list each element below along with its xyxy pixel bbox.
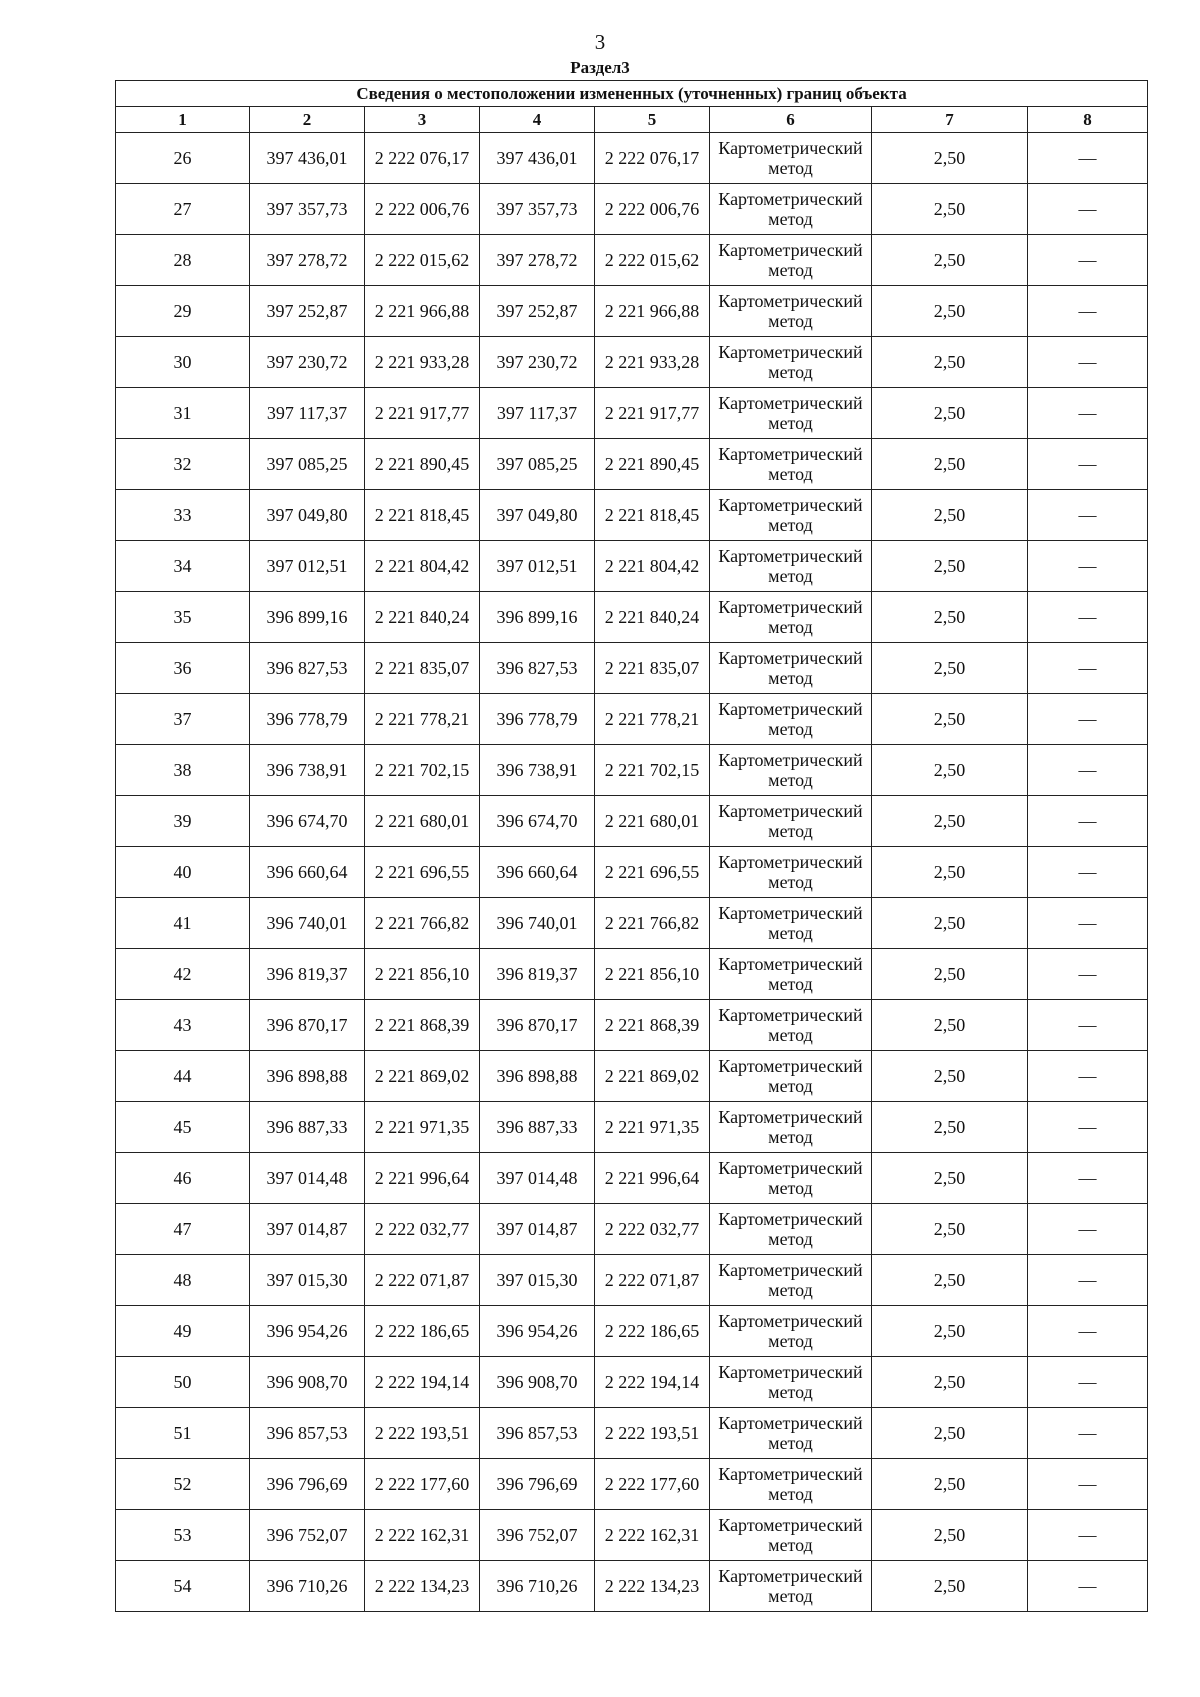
x-coordinate-new: 396 796,69 (480, 1459, 595, 1510)
x-coordinate-new: 396 870,17 (480, 1000, 595, 1051)
determination-method: Картометрический метод (710, 694, 872, 745)
accuracy-value: 2,50 (872, 1153, 1028, 1204)
determination-method: Картометрический метод (710, 1102, 872, 1153)
table-row (116, 1255, 1148, 1306)
point-number: 30 (116, 337, 250, 388)
accuracy-value: 2,50 (872, 694, 1028, 745)
determination-method: Картометрический метод (710, 1561, 872, 1612)
x-coordinate-old: 396 796,69 (250, 1459, 365, 1510)
x-coordinate-old: 397 049,80 (250, 490, 365, 541)
point-description: — (1028, 745, 1148, 796)
point-description: — (1028, 388, 1148, 439)
y-coordinate-new: 2 222 015,62 (595, 235, 710, 286)
table-row (116, 1204, 1148, 1255)
determination-method: Картометрический метод (710, 1255, 872, 1306)
table-row (116, 1561, 1148, 1612)
table-row (116, 847, 1148, 898)
accuracy-value: 2,50 (872, 796, 1028, 847)
determination-method: Картометрический метод (710, 235, 872, 286)
determination-method: Картометрический метод (710, 184, 872, 235)
page-number: 3 (594, 30, 606, 54)
point-number: 49 (116, 1306, 250, 1357)
accuracy-value: 2,50 (872, 592, 1028, 643)
determination-method: Картометрический метод (710, 490, 872, 541)
y-coordinate-new: 2 221 818,45 (595, 490, 710, 541)
column-header-5: 5 (595, 107, 710, 133)
table-body (116, 133, 1148, 1612)
accuracy-value: 2,50 (872, 133, 1028, 184)
x-coordinate-old: 397 085,25 (250, 439, 365, 490)
accuracy-value: 2,50 (872, 1561, 1028, 1612)
point-number: 32 (116, 439, 250, 490)
x-coordinate-old: 396 827,53 (250, 643, 365, 694)
determination-method: Картометрический метод (710, 388, 872, 439)
accuracy-value: 2,50 (872, 1051, 1028, 1102)
x-coordinate-new: 396 857,53 (480, 1408, 595, 1459)
point-description: — (1028, 949, 1148, 1000)
point-description: — (1028, 1357, 1148, 1408)
x-coordinate-old: 397 015,30 (250, 1255, 365, 1306)
table-caption: Сведения о местоположении измененных (уточненных) границ объекта (116, 81, 1148, 107)
x-coordinate-old: 397 014,48 (250, 1153, 365, 1204)
table-row (116, 1459, 1148, 1510)
determination-method: Картометрический метод (710, 1306, 872, 1357)
table-row (116, 1408, 1148, 1459)
accuracy-value: 2,50 (872, 1000, 1028, 1051)
accuracy-value: 2,50 (872, 439, 1028, 490)
table-row (116, 490, 1148, 541)
x-coordinate-old: 396 898,88 (250, 1051, 365, 1102)
x-coordinate-new: 397 049,80 (480, 490, 595, 541)
table-row (116, 1357, 1148, 1408)
x-coordinate-old: 396 674,70 (250, 796, 365, 847)
determination-method: Картометрический метод (710, 286, 872, 337)
point-description: — (1028, 1204, 1148, 1255)
y-coordinate-old: 2 221 818,45 (365, 490, 480, 541)
determination-method: Картометрический метод (710, 745, 872, 796)
y-coordinate-old: 2 221 778,21 (365, 694, 480, 745)
table-row (116, 796, 1148, 847)
y-coordinate-old: 2 222 071,87 (365, 1255, 480, 1306)
point-description: — (1028, 337, 1148, 388)
point-description: — (1028, 286, 1148, 337)
point-number: 35 (116, 592, 250, 643)
point-description: — (1028, 796, 1148, 847)
y-coordinate-old: 2 222 186,65 (365, 1306, 480, 1357)
table-row (116, 592, 1148, 643)
determination-method: Картометрический метод (710, 898, 872, 949)
x-coordinate-old: 397 012,51 (250, 541, 365, 592)
x-coordinate-new: 396 898,88 (480, 1051, 595, 1102)
determination-method: Картометрический метод (710, 949, 872, 1000)
point-description: — (1028, 1153, 1148, 1204)
y-coordinate-old: 2 221 766,82 (365, 898, 480, 949)
x-coordinate-new: 396 710,26 (480, 1561, 595, 1612)
accuracy-value: 2,50 (872, 949, 1028, 1000)
table-row (116, 1306, 1148, 1357)
y-coordinate-new: 2 221 835,07 (595, 643, 710, 694)
accuracy-value: 2,50 (872, 1102, 1028, 1153)
point-number: 42 (116, 949, 250, 1000)
point-number: 33 (116, 490, 250, 541)
y-coordinate-old: 2 222 193,51 (365, 1408, 480, 1459)
x-coordinate-old: 397 252,87 (250, 286, 365, 337)
determination-method: Картометрический метод (710, 439, 872, 490)
table-row (116, 1000, 1148, 1051)
table-row (116, 235, 1148, 286)
x-coordinate-old: 396 870,17 (250, 1000, 365, 1051)
point-description: — (1028, 1408, 1148, 1459)
x-coordinate-new: 397 014,87 (480, 1204, 595, 1255)
x-coordinate-new: 396 778,79 (480, 694, 595, 745)
y-coordinate-new: 2 221 917,77 (595, 388, 710, 439)
determination-method: Картометрический метод (710, 1000, 872, 1051)
x-coordinate-new: 397 436,01 (480, 133, 595, 184)
point-number: 53 (116, 1510, 250, 1561)
table-row (116, 388, 1148, 439)
point-number: 44 (116, 1051, 250, 1102)
point-description: — (1028, 1051, 1148, 1102)
y-coordinate-new: 2 221 696,55 (595, 847, 710, 898)
x-coordinate-new: 397 014,48 (480, 1153, 595, 1204)
point-number: 52 (116, 1459, 250, 1510)
y-coordinate-old: 2 221 890,45 (365, 439, 480, 490)
accuracy-value: 2,50 (872, 184, 1028, 235)
accuracy-value: 2,50 (872, 1255, 1028, 1306)
determination-method: Картометрический метод (710, 1357, 872, 1408)
point-description: — (1028, 1102, 1148, 1153)
determination-method: Картометрический метод (710, 1153, 872, 1204)
y-coordinate-old: 2 221 835,07 (365, 643, 480, 694)
y-coordinate-new: 2 222 134,23 (595, 1561, 710, 1612)
point-number: 34 (116, 541, 250, 592)
column-header-7: 7 (872, 107, 1028, 133)
x-coordinate-new: 396 954,26 (480, 1306, 595, 1357)
determination-method: Картометрический метод (710, 133, 872, 184)
point-number: 46 (116, 1153, 250, 1204)
table-row (116, 694, 1148, 745)
column-header-8: 8 (1028, 107, 1148, 133)
column-header-3: 3 (365, 107, 480, 133)
y-coordinate-new: 2 222 193,51 (595, 1408, 710, 1459)
table-row (116, 541, 1148, 592)
x-coordinate-new: 396 752,07 (480, 1510, 595, 1561)
accuracy-value: 2,50 (872, 337, 1028, 388)
y-coordinate-old: 2 221 933,28 (365, 337, 480, 388)
y-coordinate-new: 2 221 766,82 (595, 898, 710, 949)
y-coordinate-new: 2 221 996,64 (595, 1153, 710, 1204)
point-description: — (1028, 592, 1148, 643)
y-coordinate-new: 2 222 162,31 (595, 1510, 710, 1561)
x-coordinate-new: 396 660,64 (480, 847, 595, 898)
x-coordinate-new: 396 740,01 (480, 898, 595, 949)
table-row (116, 1510, 1148, 1561)
determination-method: Картометрический метод (710, 592, 872, 643)
determination-method: Картометрический метод (710, 541, 872, 592)
point-number: 37 (116, 694, 250, 745)
table-row (116, 337, 1148, 388)
accuracy-value: 2,50 (872, 643, 1028, 694)
x-coordinate-new: 397 012,51 (480, 541, 595, 592)
x-coordinate-new: 396 899,16 (480, 592, 595, 643)
x-coordinate-old: 397 357,73 (250, 184, 365, 235)
x-coordinate-old: 397 278,72 (250, 235, 365, 286)
table-row (116, 898, 1148, 949)
x-coordinate-old: 396 710,26 (250, 1561, 365, 1612)
y-coordinate-old: 2 221 856,10 (365, 949, 480, 1000)
point-number: 48 (116, 1255, 250, 1306)
x-coordinate-old: 397 436,01 (250, 133, 365, 184)
y-coordinate-new: 2 221 890,45 (595, 439, 710, 490)
point-description: — (1028, 184, 1148, 235)
y-coordinate-new: 2 221 840,24 (595, 592, 710, 643)
determination-method: Картометрический метод (710, 337, 872, 388)
determination-method: Картометрический метод (710, 1408, 872, 1459)
y-coordinate-new: 2 221 778,21 (595, 694, 710, 745)
y-coordinate-old: 2 221 868,39 (365, 1000, 480, 1051)
point-number: 43 (116, 1000, 250, 1051)
x-coordinate-old: 396 857,53 (250, 1408, 365, 1459)
point-description: — (1028, 847, 1148, 898)
determination-method: Картометрический метод (710, 1204, 872, 1255)
column-header-6: 6 (710, 107, 872, 133)
y-coordinate-old: 2 222 006,76 (365, 184, 480, 235)
point-description: — (1028, 541, 1148, 592)
determination-method: Картометрический метод (710, 1459, 872, 1510)
y-coordinate-new: 2 221 868,39 (595, 1000, 710, 1051)
column-header-4: 4 (480, 107, 595, 133)
y-coordinate-new: 2 222 071,87 (595, 1255, 710, 1306)
point-description: — (1028, 1459, 1148, 1510)
point-number: 39 (116, 796, 250, 847)
point-number: 41 (116, 898, 250, 949)
y-coordinate-new: 2 221 966,88 (595, 286, 710, 337)
accuracy-value: 2,50 (872, 1306, 1028, 1357)
column-header-1: 1 (116, 107, 250, 133)
point-description: — (1028, 898, 1148, 949)
determination-method: Картометрический метод (710, 643, 872, 694)
point-number: 28 (116, 235, 250, 286)
x-coordinate-new: 397 085,25 (480, 439, 595, 490)
table-row (116, 286, 1148, 337)
x-coordinate-new: 396 827,53 (480, 643, 595, 694)
x-coordinate-old: 396 899,16 (250, 592, 365, 643)
accuracy-value: 2,50 (872, 1459, 1028, 1510)
y-coordinate-old: 2 222 194,14 (365, 1357, 480, 1408)
point-number: 31 (116, 388, 250, 439)
y-coordinate-old: 2 222 162,31 (365, 1510, 480, 1561)
point-number: 36 (116, 643, 250, 694)
y-coordinate-old: 2 221 696,55 (365, 847, 480, 898)
accuracy-value: 2,50 (872, 1357, 1028, 1408)
point-number: 40 (116, 847, 250, 898)
accuracy-value: 2,50 (872, 541, 1028, 592)
determination-method: Картометрический метод (710, 796, 872, 847)
accuracy-value: 2,50 (872, 490, 1028, 541)
table-row (116, 439, 1148, 490)
boundary-coordinates-table (115, 80, 1148, 1612)
point-number: 54 (116, 1561, 250, 1612)
point-description: — (1028, 1000, 1148, 1051)
x-coordinate-old: 397 117,37 (250, 388, 365, 439)
accuracy-value: 2,50 (872, 898, 1028, 949)
table-row (116, 1102, 1148, 1153)
y-coordinate-old: 2 221 966,88 (365, 286, 480, 337)
point-number: 51 (116, 1408, 250, 1459)
x-coordinate-new: 397 252,87 (480, 286, 595, 337)
point-number: 47 (116, 1204, 250, 1255)
y-coordinate-new: 2 221 702,15 (595, 745, 710, 796)
column-header-2: 2 (250, 107, 365, 133)
table-row (116, 745, 1148, 796)
x-coordinate-old: 396 778,79 (250, 694, 365, 745)
y-coordinate-new: 2 222 177,60 (595, 1459, 710, 1510)
y-coordinate-new: 2 221 856,10 (595, 949, 710, 1000)
accuracy-value: 2,50 (872, 1408, 1028, 1459)
accuracy-value: 2,50 (872, 235, 1028, 286)
y-coordinate-new: 2 222 006,76 (595, 184, 710, 235)
y-coordinate-old: 2 222 177,60 (365, 1459, 480, 1510)
determination-method: Картометрический метод (710, 847, 872, 898)
determination-method: Картометрический метод (710, 1510, 872, 1561)
x-coordinate-old: 396 740,01 (250, 898, 365, 949)
x-coordinate-new: 396 887,33 (480, 1102, 595, 1153)
accuracy-value: 2,50 (872, 1204, 1028, 1255)
table-header-row (116, 107, 1148, 133)
x-coordinate-old: 396 954,26 (250, 1306, 365, 1357)
table-row (116, 1051, 1148, 1102)
y-coordinate-new: 2 221 933,28 (595, 337, 710, 388)
y-coordinate-old: 2 221 971,35 (365, 1102, 480, 1153)
y-coordinate-old: 2 222 134,23 (365, 1561, 480, 1612)
point-description: — (1028, 1306, 1148, 1357)
accuracy-value: 2,50 (872, 1510, 1028, 1561)
point-description: — (1028, 490, 1148, 541)
table-row (116, 949, 1148, 1000)
accuracy-value: 2,50 (872, 745, 1028, 796)
point-description: — (1028, 694, 1148, 745)
y-coordinate-new: 2 222 032,77 (595, 1204, 710, 1255)
x-coordinate-new: 397 357,73 (480, 184, 595, 235)
y-coordinate-new: 2 222 194,14 (595, 1357, 710, 1408)
y-coordinate-old: 2 221 702,15 (365, 745, 480, 796)
point-description: — (1028, 133, 1148, 184)
y-coordinate-old: 2 221 804,42 (365, 541, 480, 592)
y-coordinate-old: 2 222 032,77 (365, 1204, 480, 1255)
point-description: — (1028, 1255, 1148, 1306)
point-number: 38 (116, 745, 250, 796)
x-coordinate-new: 397 230,72 (480, 337, 595, 388)
x-coordinate-new: 397 015,30 (480, 1255, 595, 1306)
y-coordinate-old: 2 221 869,02 (365, 1051, 480, 1102)
table-row (116, 133, 1148, 184)
point-number: 27 (116, 184, 250, 235)
x-coordinate-old: 397 014,87 (250, 1204, 365, 1255)
section-title: Раздел3 (570, 58, 630, 77)
point-description: — (1028, 643, 1148, 694)
x-coordinate-old: 396 819,37 (250, 949, 365, 1000)
point-number: 29 (116, 286, 250, 337)
x-coordinate-new: 397 117,37 (480, 388, 595, 439)
point-description: — (1028, 235, 1148, 286)
x-coordinate-old: 396 738,91 (250, 745, 365, 796)
x-coordinate-old: 396 752,07 (250, 1510, 365, 1561)
x-coordinate-new: 396 819,37 (480, 949, 595, 1000)
table-row (116, 1153, 1148, 1204)
accuracy-value: 2,50 (872, 847, 1028, 898)
x-coordinate-old: 396 908,70 (250, 1357, 365, 1408)
y-coordinate-old: 2 221 840,24 (365, 592, 480, 643)
y-coordinate-old: 2 221 917,77 (365, 388, 480, 439)
table-row (116, 184, 1148, 235)
y-coordinate-old: 2 222 076,17 (365, 133, 480, 184)
y-coordinate-old: 2 221 680,01 (365, 796, 480, 847)
x-coordinate-new: 396 738,91 (480, 745, 595, 796)
x-coordinate-old: 396 887,33 (250, 1102, 365, 1153)
determination-method: Картометрический метод (710, 1051, 872, 1102)
x-coordinate-new: 397 278,72 (480, 235, 595, 286)
point-description: — (1028, 1561, 1148, 1612)
y-coordinate-old: 2 222 015,62 (365, 235, 480, 286)
y-coordinate-new: 2 221 971,35 (595, 1102, 710, 1153)
point-number: 50 (116, 1357, 250, 1408)
y-coordinate-new: 2 222 186,65 (595, 1306, 710, 1357)
y-coordinate-new: 2 221 804,42 (595, 541, 710, 592)
table-row (116, 643, 1148, 694)
point-description: — (1028, 439, 1148, 490)
y-coordinate-new: 2 221 869,02 (595, 1051, 710, 1102)
point-description: — (1028, 1510, 1148, 1561)
x-coordinate-old: 396 660,64 (250, 847, 365, 898)
x-coordinate-new: 396 908,70 (480, 1357, 595, 1408)
accuracy-value: 2,50 (872, 286, 1028, 337)
point-number: 45 (116, 1102, 250, 1153)
y-coordinate-new: 2 221 680,01 (595, 796, 710, 847)
y-coordinate-new: 2 222 076,17 (595, 133, 710, 184)
x-coordinate-new: 396 674,70 (480, 796, 595, 847)
y-coordinate-old: 2 221 996,64 (365, 1153, 480, 1204)
point-number: 26 (116, 133, 250, 184)
accuracy-value: 2,50 (872, 388, 1028, 439)
x-coordinate-old: 397 230,72 (250, 337, 365, 388)
